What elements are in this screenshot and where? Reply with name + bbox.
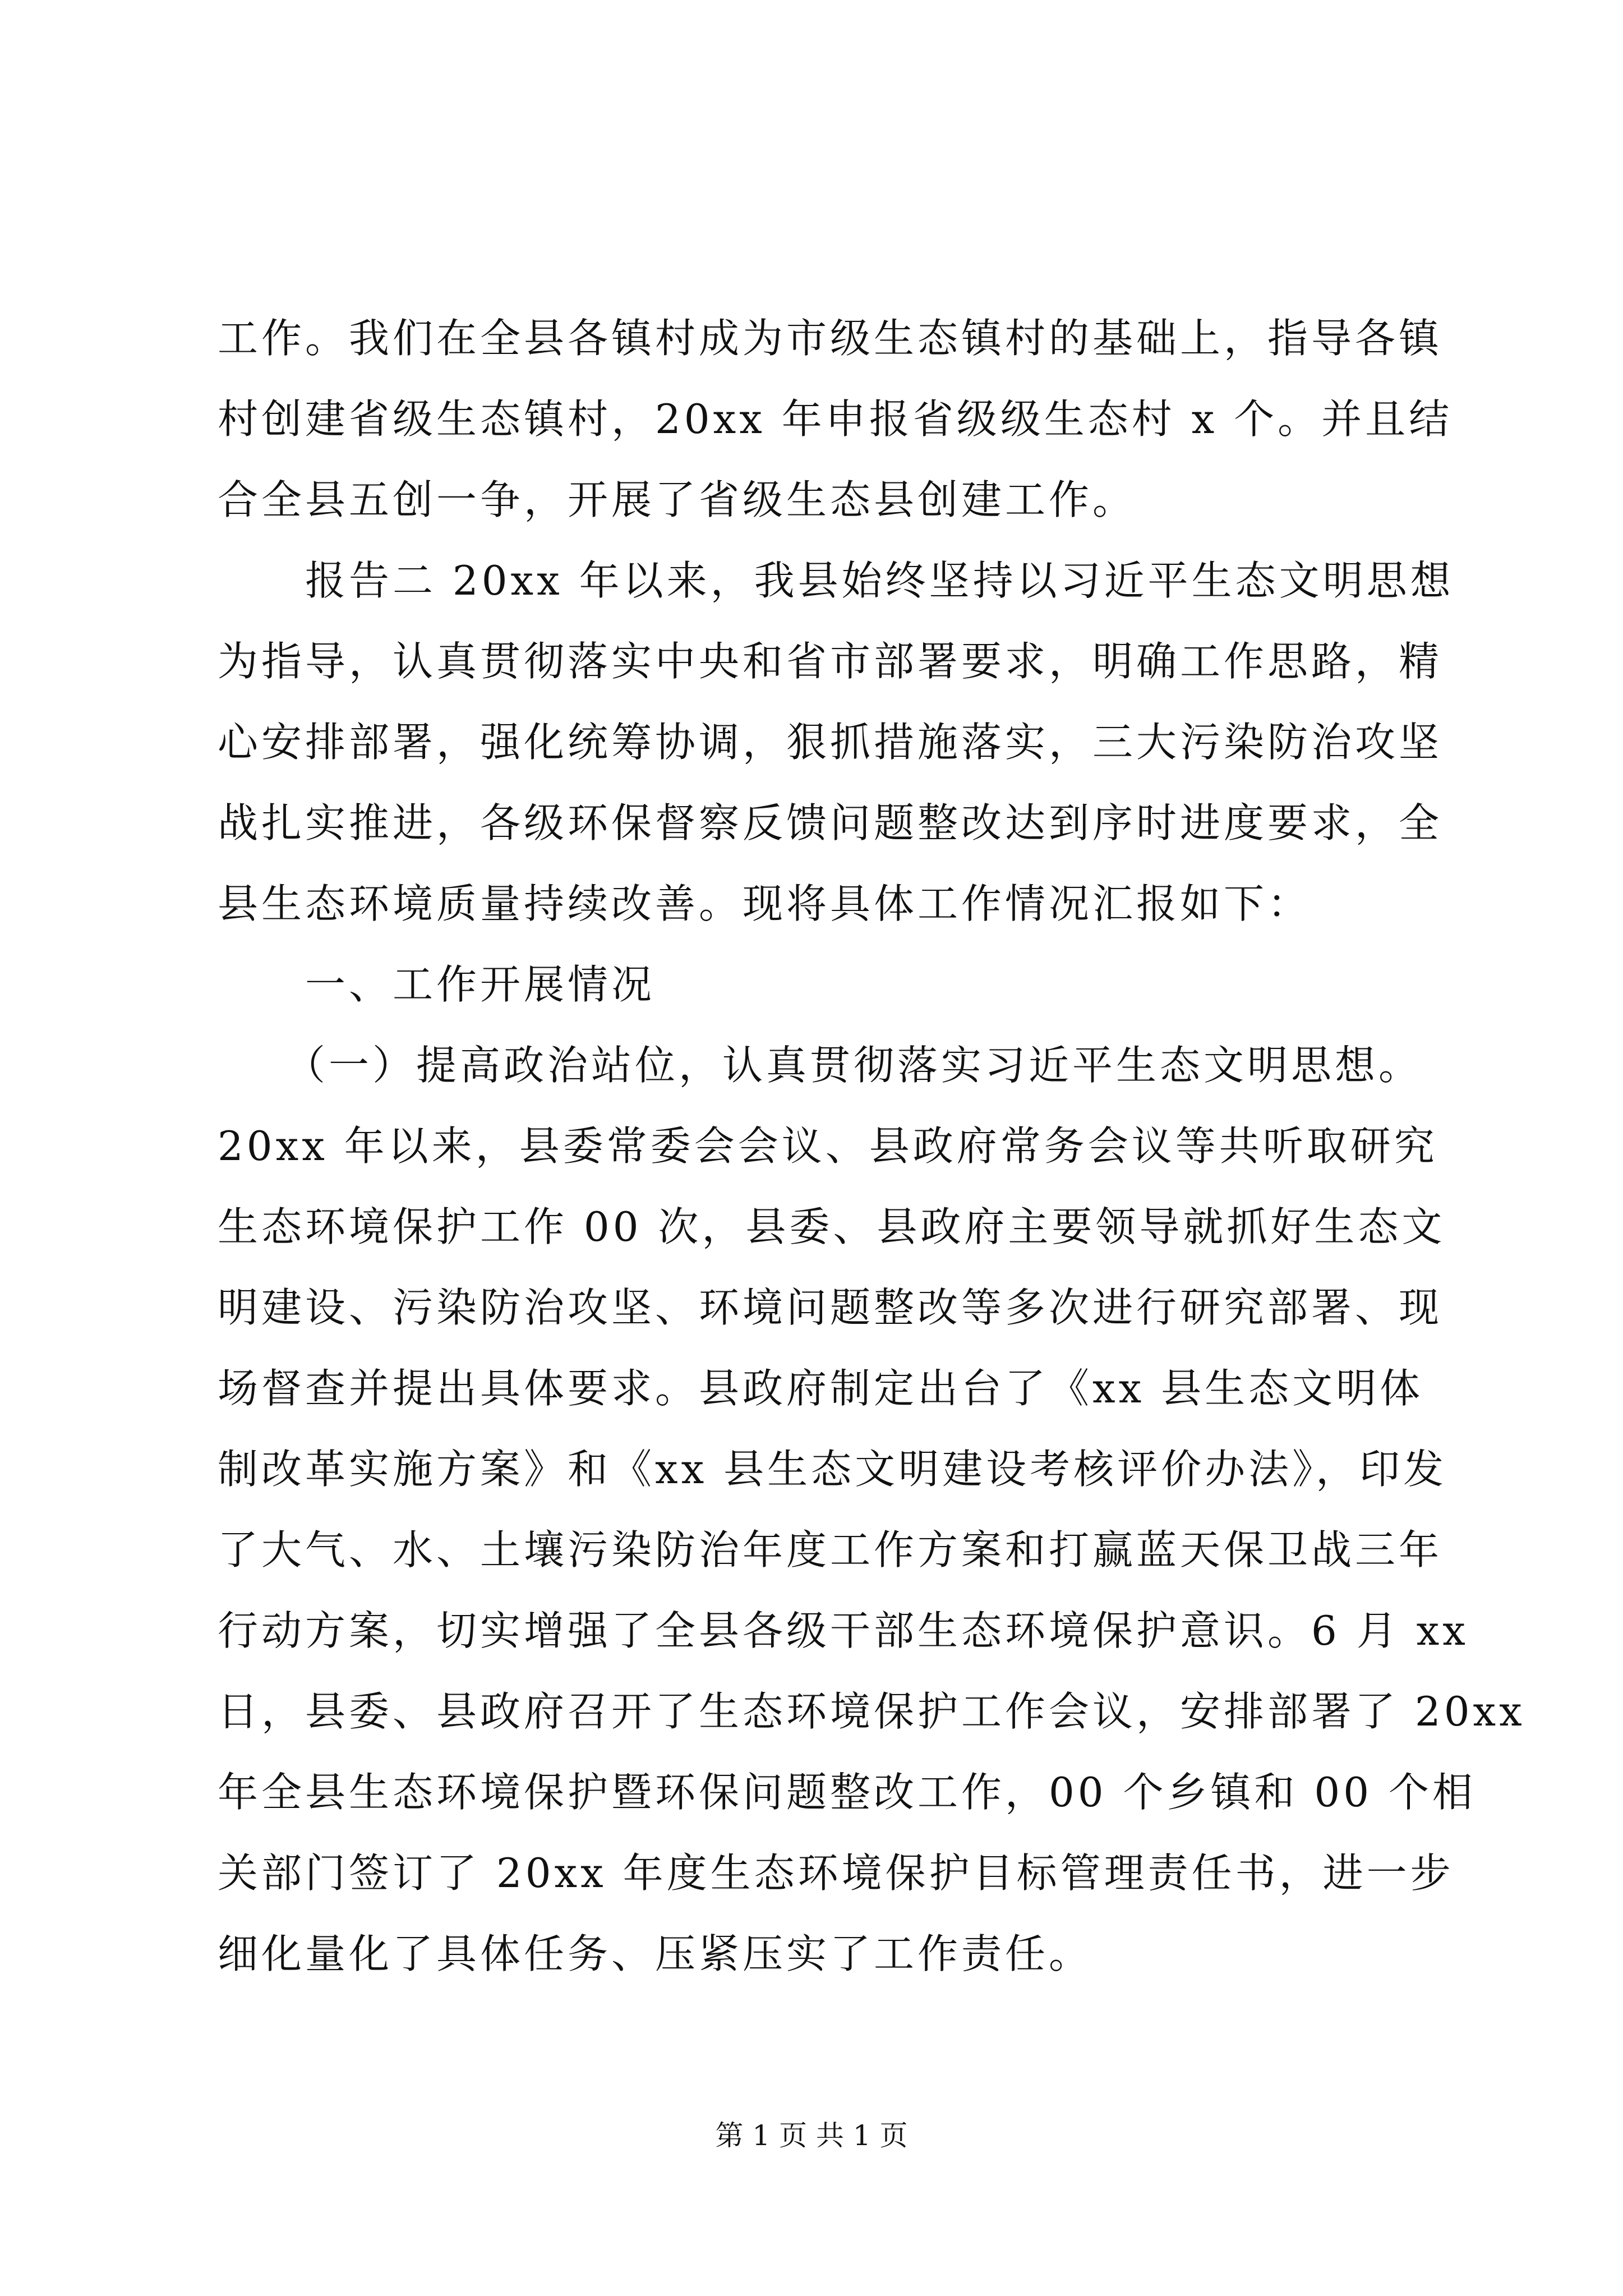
body-line-5: 为指导，认真贯彻落实中央和省市部署要求，明确工作思路，精	[218, 638, 1443, 685]
body-line-20: 关部门签订了 20xx 年度生态环境保护目标管理责任书，进一步	[218, 1849, 1454, 1897]
body-line-19: 年全县生态环境保护暨环保问题整改工作，00 个乡镇和 00 个相	[218, 1769, 1476, 1816]
body-line-14: 场督查并提出具体要求。县政府制定出台了《xx 县生态文明体	[218, 1365, 1424, 1412]
body-line-1: 工作。我们在全县各镇村成为市级生态镇村的基础上，指导各镇	[218, 315, 1443, 362]
body-line-21: 细化量化了具体任务、压紧压实了工作责任。	[218, 1930, 1093, 1977]
body-line-3: 合全县五创一争，开展了省级生态县创建工作。	[218, 476, 1137, 523]
body-line-6: 心安排部署，强化统筹协调，狠抓措施落实，三大污染防治攻坚	[218, 719, 1443, 766]
body-line-17: 行动方案，切实增强了全县各级干部生态环境保护意识。6 月 xx	[218, 1607, 1469, 1654]
page-number: 第 1 页 共 1 页	[715, 2119, 908, 2152]
body-line-13: 明建设、污染防治攻坚、环境问题整改等多次进行研究部署、现	[218, 1284, 1443, 1331]
document-body	[218, 298, 1525, 1994]
body-line-7: 战扎实推进，各级环保督察反馈问题整改达到序时进度要求，全	[218, 799, 1443, 846]
body-line-2: 村创建省级生态镇村，20xx 年申报省级级生态村 x 个。并且结	[218, 395, 1453, 443]
body-line-18: 日，县委、县政府召开了生态环境保护工作会议，安排部署了 20xx	[218, 1688, 1525, 1735]
body-line-15: 制改革实施方案》和《xx 县生态文明建设考核评价办法》，印发	[218, 1446, 1447, 1493]
section-heading: 一、工作开展情况	[218, 961, 656, 1008]
body-line-11: 20xx 年以来，县委常委会会议、县政府常务会议等共听取研究	[218, 1122, 1438, 1170]
page-footer	[0, 2116, 1623, 2155]
body-line-12: 生态环境保护工作 00 次，县委、县政府主要领导就抓好生态文	[218, 1203, 1446, 1250]
body-line-8: 县生态环境质量持续改善。现将具体工作情况汇报如下：	[218, 880, 1312, 927]
body-line-16: 了大气、水、土壤污染防治年度工作方案和打赢蓝天保卫战三年	[218, 1526, 1443, 1573]
subsection-heading: （一）提高政治站位，认真贯彻落实习近平生态文明思想。	[218, 1042, 1423, 1089]
body-line-4: 报告二 20xx 年以来，我县始终坚持以习近平生态文明思想	[218, 557, 1454, 604]
